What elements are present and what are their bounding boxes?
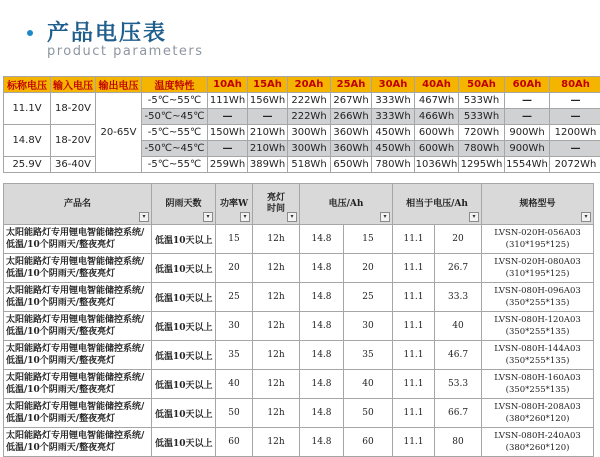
model-cell xyxy=(482,341,594,370)
model-cell xyxy=(482,225,594,254)
col-header: 20Ah xyxy=(288,77,331,93)
model-size: (350*255*135) xyxy=(506,356,570,366)
equiv-voltage-cell: 11.1 xyxy=(393,312,435,341)
value-cell: — xyxy=(505,93,550,109)
value-cell: 2072Wh xyxy=(550,157,600,173)
filter-dropdown-icon[interactable]: ▾ xyxy=(203,212,213,222)
value-cell: 1200Wh xyxy=(550,125,600,141)
capacity-cell: 40 xyxy=(344,370,393,399)
value-cell: 1036Wh xyxy=(415,157,459,173)
table-row xyxy=(4,93,600,109)
value-cell: 450Wh xyxy=(372,125,415,141)
light-time-cell: 12h xyxy=(253,370,300,399)
power-cell: 20 xyxy=(216,254,253,283)
col-header: 10Ah xyxy=(208,77,248,93)
value-cell: — xyxy=(550,109,600,125)
capacity-cell: 50 xyxy=(344,399,393,428)
table-row xyxy=(4,125,600,141)
capacity-cell: 30 xyxy=(344,312,393,341)
voltage-cell: 14.8 xyxy=(300,283,344,312)
model-number: LVSN-020H-080A03 xyxy=(494,257,581,267)
value-cell: 650Wh xyxy=(331,157,372,173)
equiv-capacity-cell: 40 xyxy=(435,312,482,341)
col-header-model xyxy=(482,184,594,225)
product-name-cell: 太阳能路灯专用锂电智能储控系统/低温/10个阴雨天/整夜亮灯 xyxy=(4,254,152,283)
value-cell: 450Wh xyxy=(372,141,415,157)
value-cell: 111Wh xyxy=(208,93,248,109)
col-header: 输入电压 xyxy=(51,77,96,93)
value-cell: 1295Wh xyxy=(459,157,505,173)
nominal-voltage-cell: 25.9V xyxy=(4,157,51,173)
col-header-power xyxy=(216,184,253,225)
value-cell: 780Wh xyxy=(459,141,505,157)
model-cell xyxy=(482,283,594,312)
model-number: LVSN-020H-056A03 xyxy=(494,228,581,238)
product-name-cell: 太阳能路灯专用锂电智能储控系统/低温/10个阴雨天/整夜亮灯 xyxy=(4,312,152,341)
value-cell: 900Wh xyxy=(505,125,550,141)
capacity-cell: 35 xyxy=(344,341,393,370)
model-number: LVSN-080H-096A03 xyxy=(494,286,581,296)
value-cell: 267Wh xyxy=(331,93,372,109)
rain-days-cell: 低温10天以上 xyxy=(152,254,216,283)
nominal-voltage-cell: 14.8V xyxy=(4,125,51,157)
temp-cell: -50℃~45℃ xyxy=(142,109,208,125)
power-cell: 40 xyxy=(216,370,253,399)
col-header-label: 阴雨天数 xyxy=(152,199,215,210)
page-subtitle: product parameters xyxy=(47,44,204,59)
voltage-cell: 14.8 xyxy=(300,399,344,428)
col-header-equivalent-voltage xyxy=(393,184,482,225)
equiv-capacity-cell: 80 xyxy=(435,428,482,457)
power-cell: 50 xyxy=(216,399,253,428)
equiv-voltage-cell: 11.1 xyxy=(393,283,435,312)
value-cell: — xyxy=(208,109,248,125)
nominal-voltage-cell: 11.1V xyxy=(4,93,51,125)
input-voltage-cell: 18-20V xyxy=(51,125,96,157)
input-voltage-cell: 18-20V xyxy=(51,93,96,125)
value-cell: 333Wh xyxy=(372,93,415,109)
model-number: LVSN-080H-144A03 xyxy=(494,344,581,354)
value-cell: — xyxy=(550,141,600,157)
model-size: (310*195*125) xyxy=(506,240,570,250)
filter-dropdown-icon[interactable]: ▾ xyxy=(287,212,297,222)
col-header: 60Ah xyxy=(505,77,550,93)
rain-days-cell: 低温10天以上 xyxy=(152,428,216,457)
col-header-label: 亮灯 xyxy=(253,193,299,204)
power-cell: 15 xyxy=(216,225,253,254)
value-cell: — xyxy=(550,93,600,109)
value-cell: 259Wh xyxy=(208,157,248,173)
col-header-label: 规格型号 xyxy=(482,199,593,210)
temp-cell: -50℃~45℃ xyxy=(142,141,208,157)
value-cell: — xyxy=(248,109,288,125)
value-cell: 360Wh xyxy=(331,141,372,157)
model-cell xyxy=(482,399,594,428)
capacity-cell: 20 xyxy=(344,254,393,283)
value-cell: 533Wh xyxy=(459,109,505,125)
product-spec-table xyxy=(3,183,594,457)
col-header-light-time xyxy=(253,184,300,225)
light-time-cell: 12h xyxy=(253,283,300,312)
col-header: 标称电压 xyxy=(4,77,51,93)
model-size: (350*255*135) xyxy=(506,327,570,337)
table-row xyxy=(4,157,600,173)
filter-dropdown-icon[interactable]: ▾ xyxy=(581,212,591,222)
model-number: LVSN-080H-240A03 xyxy=(494,431,581,441)
rain-days-cell: 低温10天以上 xyxy=(152,341,216,370)
equiv-capacity-cell: 53.3 xyxy=(435,370,482,399)
equiv-capacity-cell: 46.7 xyxy=(435,341,482,370)
power-cell: 25 xyxy=(216,283,253,312)
voltage-cell: 14.8 xyxy=(300,254,344,283)
equiv-capacity-cell: 33.3 xyxy=(435,283,482,312)
value-cell: 720Wh xyxy=(459,125,505,141)
product-table-body xyxy=(4,225,594,457)
value-cell: 300Wh xyxy=(288,125,331,141)
voltage-cell: 14.8 xyxy=(300,428,344,457)
capacity-cell: 15 xyxy=(344,225,393,254)
value-cell: 600Wh xyxy=(415,125,459,141)
model-size: (310*195*125) xyxy=(506,269,570,279)
power-cell: 30 xyxy=(216,312,253,341)
col-header-label: 功率W xyxy=(216,199,252,210)
value-cell: 360Wh xyxy=(331,125,372,141)
product-name-cell: 太阳能路灯专用锂电智能储控系统/低温/10个阴雨天/整夜亮灯 xyxy=(4,225,152,254)
temp-cell: -5℃~55℃ xyxy=(142,157,208,173)
light-time-cell: 12h xyxy=(253,341,300,370)
value-cell: 210Wh xyxy=(248,141,288,157)
equiv-voltage-cell: 11.1 xyxy=(393,225,435,254)
capacity-cell: 60 xyxy=(344,428,393,457)
voltage-spec-table xyxy=(3,76,600,173)
col-header-name xyxy=(4,184,152,225)
value-cell: 150Wh xyxy=(208,125,248,141)
equiv-capacity-cell: 66.7 xyxy=(435,399,482,428)
value-cell: 333Wh xyxy=(372,109,415,125)
product-name-cell: 太阳能路灯专用锂电智能储控系统/低温/10个阴雨天/整夜亮灯 xyxy=(4,399,152,428)
equiv-capacity-cell: 26.7 xyxy=(435,254,482,283)
value-cell: — xyxy=(208,141,248,157)
filter-dropdown-icon[interactable]: ▾ xyxy=(469,212,479,222)
equiv-voltage-cell: 11.1 xyxy=(393,370,435,399)
value-cell: 600Wh xyxy=(415,141,459,157)
input-voltage-cell: 36-40V xyxy=(51,157,96,173)
rain-days-cell: 低温10天以上 xyxy=(152,225,216,254)
col-header: 输出电压 xyxy=(96,77,142,93)
model-size: (380*260*120) xyxy=(506,414,570,424)
value-cell: 467Wh xyxy=(415,93,459,109)
filter-dropdown-icon[interactable]: ▾ xyxy=(139,212,149,222)
table-row xyxy=(4,341,594,370)
product-name-cell: 太阳能路灯专用锂电智能储控系统/低温/10个阴雨天/整夜亮灯 xyxy=(4,283,152,312)
temp-cell: -5℃~55℃ xyxy=(142,93,208,109)
col-header: 温度特性 xyxy=(142,77,208,93)
model-size: (350*255*135) xyxy=(506,298,570,308)
voltage-cell: 14.8 xyxy=(300,370,344,399)
table-row xyxy=(4,428,594,457)
col-header-rain-days xyxy=(152,184,216,225)
value-cell: 300Wh xyxy=(288,141,331,157)
model-size: (350*255*135) xyxy=(506,385,570,395)
product-header-row xyxy=(4,184,594,225)
filter-dropdown-icon[interactable]: ▾ xyxy=(240,212,250,222)
value-cell: 156Wh xyxy=(248,93,288,109)
voltage-cell: 14.8 xyxy=(300,225,344,254)
model-number: LVSN-080H-160A03 xyxy=(494,373,581,383)
model-cell xyxy=(482,254,594,283)
model-cell xyxy=(482,312,594,341)
col-header-label: 产品名 xyxy=(4,199,151,210)
value-cell: 210Wh xyxy=(248,125,288,141)
rain-days-cell: 低温10天以上 xyxy=(152,370,216,399)
rain-days-cell: 低温10天以上 xyxy=(152,399,216,428)
equiv-voltage-cell: 11.1 xyxy=(393,399,435,428)
value-cell: 780Wh xyxy=(372,157,415,173)
col-header-label: 相当于电压/Ah xyxy=(393,199,481,210)
model-cell xyxy=(482,428,594,457)
page-title: 产品电压表 xyxy=(47,16,167,47)
table-row xyxy=(4,254,594,283)
model-number: LVSN-080H-120A03 xyxy=(494,315,581,325)
value-cell: 222Wh xyxy=(288,109,331,125)
table-row xyxy=(4,399,594,428)
equiv-voltage-cell: 11.1 xyxy=(393,254,435,283)
page-header xyxy=(0,0,600,70)
col-header-label: 时间 xyxy=(253,204,299,215)
equiv-voltage-cell: 11.1 xyxy=(393,428,435,457)
power-cell: 60 xyxy=(216,428,253,457)
light-time-cell: 12h xyxy=(253,225,300,254)
power-cell: 35 xyxy=(216,341,253,370)
equiv-voltage-cell: 11.1 xyxy=(393,341,435,370)
table-row xyxy=(4,312,594,341)
product-name-cell: 太阳能路灯专用锂电智能储控系统/低温/10个阴雨天/整夜亮灯 xyxy=(4,428,152,457)
temp-cell: -5℃~55℃ xyxy=(142,125,208,141)
rain-days-cell: 低温10天以上 xyxy=(152,312,216,341)
col-header: 40Ah xyxy=(415,77,459,93)
product-name-cell: 太阳能路灯专用锂电智能储控系统/低温/10个阴雨天/整夜亮灯 xyxy=(4,341,152,370)
value-cell: 533Wh xyxy=(459,93,505,109)
model-number: LVSN-080H-208A03 xyxy=(494,402,581,412)
value-cell: — xyxy=(505,109,550,125)
rain-days-cell: 低温10天以上 xyxy=(152,283,216,312)
bullet-dot-icon xyxy=(27,30,33,36)
value-cell: 518Wh xyxy=(288,157,331,173)
value-cell: 900Wh xyxy=(505,141,550,157)
col-header: 80Ah xyxy=(550,77,600,93)
model-size: (380*260*120) xyxy=(506,443,570,453)
output-voltage-cell: 20-65V xyxy=(96,93,142,173)
filter-dropdown-icon[interactable]: ▾ xyxy=(380,212,390,222)
capacity-cell: 25 xyxy=(344,283,393,312)
light-time-cell: 12h xyxy=(253,428,300,457)
value-cell: 389Wh xyxy=(248,157,288,173)
value-cell: 266Wh xyxy=(331,109,372,125)
light-time-cell: 12h xyxy=(253,312,300,341)
value-cell: 222Wh xyxy=(288,93,331,109)
col-header: 15Ah xyxy=(248,77,288,93)
voltage-cell: 14.8 xyxy=(300,312,344,341)
model-cell xyxy=(482,370,594,399)
col-header: 30Ah xyxy=(372,77,415,93)
col-header: 25Ah xyxy=(331,77,372,93)
light-time-cell: 12h xyxy=(253,399,300,428)
table-row xyxy=(4,225,594,254)
light-time-cell: 12h xyxy=(253,254,300,283)
col-header: 50Ah xyxy=(459,77,505,93)
value-cell: 1554Wh xyxy=(505,157,550,173)
product-name-cell: 太阳能路灯专用锂电智能储控系统/低温/10个阴雨天/整夜亮灯 xyxy=(4,370,152,399)
spec-header-row xyxy=(4,77,600,93)
value-cell: 466Wh xyxy=(415,109,459,125)
equiv-capacity-cell: 20 xyxy=(435,225,482,254)
table-row xyxy=(4,283,594,312)
table-row xyxy=(4,370,594,399)
voltage-cell: 14.8 xyxy=(300,341,344,370)
col-header-label: 电压/Ah xyxy=(300,199,392,210)
col-header-voltage xyxy=(300,184,393,225)
